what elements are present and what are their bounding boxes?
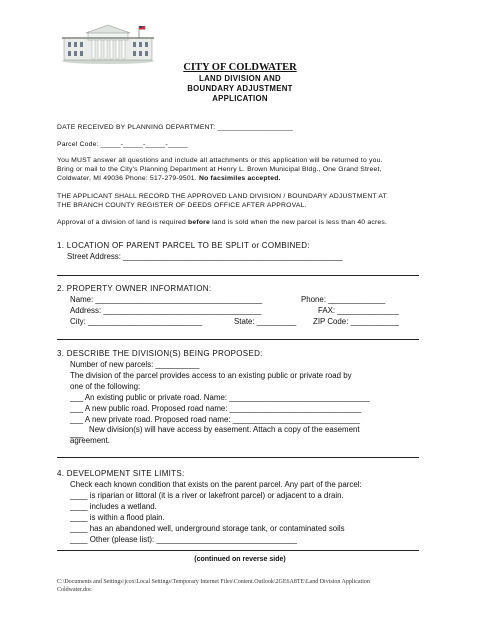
- owner-name-field[interactable]: Name: ______________________________________: [70, 295, 263, 304]
- owner-state-field[interactable]: State: _________: [234, 317, 297, 326]
- form-title-line-2: BOUNDARY ADJUSTMENT: [187, 84, 293, 93]
- section-divider-2: [57, 339, 419, 340]
- form-title-line-3: APPLICATION: [212, 94, 268, 103]
- owner-zip-field[interactable]: ZIP Code: ___________: [313, 317, 399, 326]
- section-3-heading: 3. DESCRIBE THE DIVISION(S) BEING PROPOSED:: [57, 349, 263, 358]
- file-path-line-2: Coldwater.doc: [57, 587, 92, 593]
- approval-notice: [57, 219, 387, 226]
- access-option-new-private-road[interactable]: ___ A new private road. Proposed road name: _____________________________: [70, 415, 361, 424]
- access-option-easement: New division(s) will have access by easement. Attach a copy of the easement: [89, 425, 360, 434]
- parcel-code-field[interactable]: Parcel Code: _____-_____-_____-_____: [57, 141, 188, 148]
- instructions-line-1: You MUST answer all questions and include all attachments or this application will be returned to you.: [57, 157, 383, 164]
- instructions-line-2: Bring or mail to the City's Planning Department at Henry L. Brown Municipal Bldg., One Grand Street,: [57, 166, 382, 173]
- instructions-address: Coldwater, MI 49036 Phone: 517-279-9501.: [57, 175, 197, 182]
- record-notice-line-2: THE BRANCH COUNTY REGISTER OF DEEDS OFFICE AFTER APPROVAL.: [57, 202, 307, 209]
- file-path-line-1: C:\Documents and Settings\jcox\Local Settings\Temporary Internet Files\Content.Outlook\2GE6A8TE\Land Division Application: [57, 579, 370, 585]
- site-limits-intro: Check each known condition that exists on the parent parcel. Any part of the parcel:: [70, 480, 362, 489]
- date-received-field[interactable]: DATE RECEIVED BY PLANNING DEPARTMENT: ___________________: [57, 124, 294, 131]
- approval-text-a: Approval of a division of land is required: [57, 219, 186, 226]
- condition-abandoned-well[interactable]: ____ has an abandoned well, underground storage tank, or contaminated soils: [70, 524, 345, 533]
- street-address-field[interactable]: Street Address: __________________________________________________: [67, 252, 343, 261]
- section-divider-3: [57, 457, 419, 458]
- owner-fax-field[interactable]: FAX: ______________: [318, 306, 399, 315]
- owner-address-field[interactable]: Address: ____________________________________: [70, 306, 262, 315]
- section-divider-4: [57, 550, 419, 551]
- approval-text-before: before: [188, 219, 211, 226]
- division-description-line-2: one of the following:: [70, 382, 141, 391]
- division-description-line-1: The division of the parcel provides access to an existing public or private road by: [70, 371, 352, 380]
- condition-other[interactable]: ____ Other (please list): ________________________________: [70, 535, 297, 544]
- section-1-heading: 1. LOCATION OF PARENT PARCEL TO BE SPLIT or COMBINED:: [57, 241, 310, 250]
- continued-note: (continued on reverse side): [194, 556, 286, 563]
- section-4-heading: 4. DEVELOPMENT SITE LIMITS:: [57, 469, 185, 478]
- access-option-existing-road[interactable]: ___ An existing public or private road. Name: ________________________________: [70, 393, 370, 402]
- form-title-line-1: LAND DIVISION AND: [199, 74, 281, 83]
- condition-wetland[interactable]: ____ includes a wetland.: [70, 502, 157, 511]
- owner-city-field[interactable]: City: __________________________: [70, 317, 203, 326]
- record-notice-line-1: THE APPLICANT SHALL RECORD THE APPROVED LAND DIVISION / BOUNDARY ADJUSTMENT AT: [57, 193, 387, 200]
- city-title: CITY OF COLDWATER: [183, 62, 297, 73]
- instructions-line-3: [57, 175, 281, 182]
- city-hall-logo: [60, 24, 156, 64]
- section-divider-1: [57, 275, 419, 276]
- condition-riparian[interactable]: ____ is riparian or littoral (it is a river or lakefront parcel) or adjacent to a drain.: [70, 491, 344, 500]
- no-fax-notice: No facsimiles accepted.: [198, 175, 281, 182]
- access-option-easement-check[interactable]: ___: [70, 429, 84, 438]
- condition-flood-plain[interactable]: ____ is within a flood plain.: [70, 513, 165, 522]
- access-option-new-public-road[interactable]: ___ A new public road. Proposed road name: ______________________________: [70, 404, 362, 413]
- owner-phone-field[interactable]: Phone: _____________: [301, 295, 386, 304]
- access-option-easement-cont: agreement.: [70, 436, 110, 445]
- approval-text-c: land is sold when the new parcel is less than 40 acres.: [212, 219, 388, 226]
- new-parcels-field[interactable]: Number of new parcels: __________: [70, 360, 200, 369]
- section-2-heading: 2. PROPERTY OWNER INFORMATION:: [57, 284, 212, 293]
